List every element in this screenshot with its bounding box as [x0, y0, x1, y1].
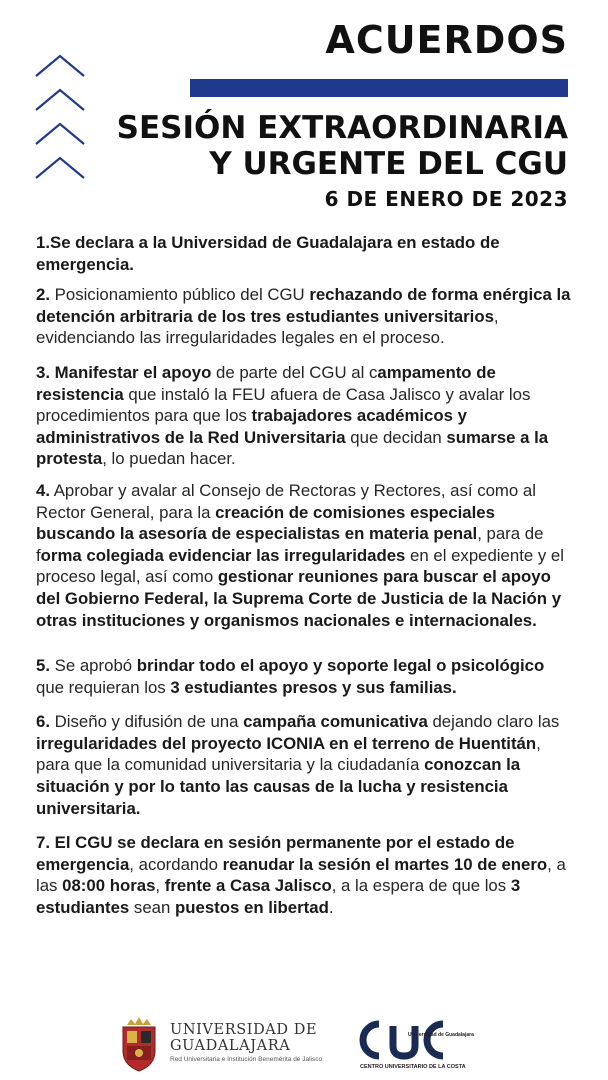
agreement-text: sean	[129, 898, 175, 918]
agreement-3	[36, 362, 576, 470]
cuc-logo-top-text: Universidad de Guadalajara	[408, 1032, 474, 1038]
agreement-text: Diseño y difusión de una	[50, 712, 244, 732]
agreement-text: que requieran los	[36, 677, 171, 697]
agreement-text: Posicionamiento público del CGU	[50, 285, 310, 305]
agreement-bold-text: campaña comunicativa	[243, 712, 428, 732]
agreement-text: que instaló la FEU afuera de Casa Jalisco y avalar los procedimientos para que los	[36, 384, 531, 426]
chevron-up-icon	[36, 158, 84, 178]
agreement-7	[36, 832, 576, 918]
udg-line2: GUADALAJARA	[170, 1038, 291, 1054]
university-crest-icon	[118, 1015, 160, 1073]
chevron-decoration	[34, 54, 86, 190]
agreement-text: .	[328, 898, 334, 918]
agreement-text: de parte del CGU al c	[211, 362, 378, 382]
agreement-text: , para que la comunidad universitaria y la ciudadanía	[36, 733, 541, 775]
agreement-bold-text: ampamento de resistencia	[36, 362, 496, 404]
agreement-bold-text: 3 estudiantes presos y sus familias.	[170, 677, 457, 697]
agreement-text: que decidan	[345, 427, 447, 447]
cuc-logo-bottom-text: CENTRO UNIVERSITARIO DE LA COSTA	[360, 1064, 466, 1070]
agreement-bold-text: orma colegiada evidenciar las irregularidades	[40, 545, 406, 565]
chevron-up-icon	[36, 90, 84, 110]
agreement-2	[36, 284, 576, 349]
session-heading-line1: SESIÓN EXTRAORDINARIA	[116, 110, 568, 146]
agreement-bold-text: 1.Se declara a la Universidad de Guadalajara en estado de emergencia.	[36, 233, 500, 274]
agreement-bold-text: 7. El CGU se declara en sesión permanente por el estado de emergencia	[36, 833, 515, 874]
agreements-list	[36, 232, 576, 919]
agreement-5	[36, 655, 576, 698]
session-heading	[117, 110, 568, 182]
udg-line1: UNIVERSIDAD DE	[170, 1022, 318, 1038]
cuc-logo-icon	[355, 1018, 455, 1062]
agreement-bold-text: irregularidades del proyecto ICONIA en el terreno de Huentitán	[36, 733, 537, 753]
agreement-bold-text: 6.	[36, 712, 50, 732]
agreement-bold-text: 08:00 horas	[62, 876, 156, 896]
udg-wordmark	[170, 1022, 322, 1063]
agreement-text: , evidenciando las irregularidades legales en el proceso.	[36, 306, 499, 348]
chevron-up-icon	[36, 124, 84, 144]
agreement-bold-text: 3. Manifestar el apoyo	[36, 362, 212, 382]
agreement-bold-text: conozcan la situación y por lo tanto las causas de la lucha y resistencia universitaria.	[36, 755, 521, 818]
agreement-bold-text: 4.	[36, 480, 50, 500]
agreement-text: en el expediente y el proceso legal, así como	[36, 545, 564, 587]
session-heading-line2: Y URGENTE DEL CGU	[209, 146, 568, 182]
agreement-text: , lo puedan hacer.	[102, 449, 236, 469]
agreement-bold-text: reanudar la sesión el martes 10 de enero	[222, 854, 548, 874]
agreement-text: , a las	[36, 854, 566, 896]
agreement-text: Se aprobó	[50, 656, 137, 676]
agreement-bold-text: brindar todo el apoyo y soporte legal o psicológico	[136, 656, 545, 676]
agreement-bold-text: 3 estudiantes	[36, 876, 521, 918]
footer-logos	[0, 1010, 608, 1080]
agreement-text: Aprobar y avalar al Consejo de Rectoras y Rectores, así como al Rector General, para la	[36, 480, 536, 522]
session-date: 6 DE ENERO DE 2023	[324, 187, 568, 211]
agreement-bold-text: sumarse a la protesta	[36, 427, 549, 469]
agreement-4	[36, 480, 576, 631]
agreement-bold-text: 2.	[36, 285, 50, 305]
title-underline-bar	[190, 79, 568, 97]
agreement-text: dejando claro las	[427, 712, 560, 732]
agreement-bold-text: 5.	[36, 656, 50, 676]
agreement-bold-text: creación de comisiones especiales buscando la asesoría de especialistas en materia penal	[36, 502, 495, 544]
agreement-bold-text: trabajadores académicos y administrativos de la Red Universitaria	[36, 406, 467, 447]
agreement-bold-text: gestionar reuniones para buscar el apoyo del Gobierno Federal, la Suprema Corte de Justicia de la Nación y otras instituciones y organismos nacionales e internacionales.	[36, 567, 562, 630]
page-title: ACUERDOS	[325, 18, 568, 62]
udg-line3: Red Universitaria e Institución Benemérita de Jalisco	[170, 1056, 323, 1063]
agreement-bold-text: puestos en libertad	[174, 898, 329, 918]
agreement-text: , para de f	[36, 524, 544, 565]
agreement-bold-text: rechazando de forma enérgica la detención arbitraria de los tres estudiantes universitarios	[36, 285, 571, 326]
agreement-6	[36, 711, 576, 819]
chevron-up-icon	[36, 56, 84, 76]
agreement-text: ,	[155, 876, 165, 896]
agreement-bold-text: frente a Casa Jalisco	[164, 876, 332, 896]
agreement-1	[36, 232, 576, 275]
agreement-text: , a la espera de que los	[331, 876, 511, 896]
agreement-text: , acordando	[129, 854, 223, 874]
